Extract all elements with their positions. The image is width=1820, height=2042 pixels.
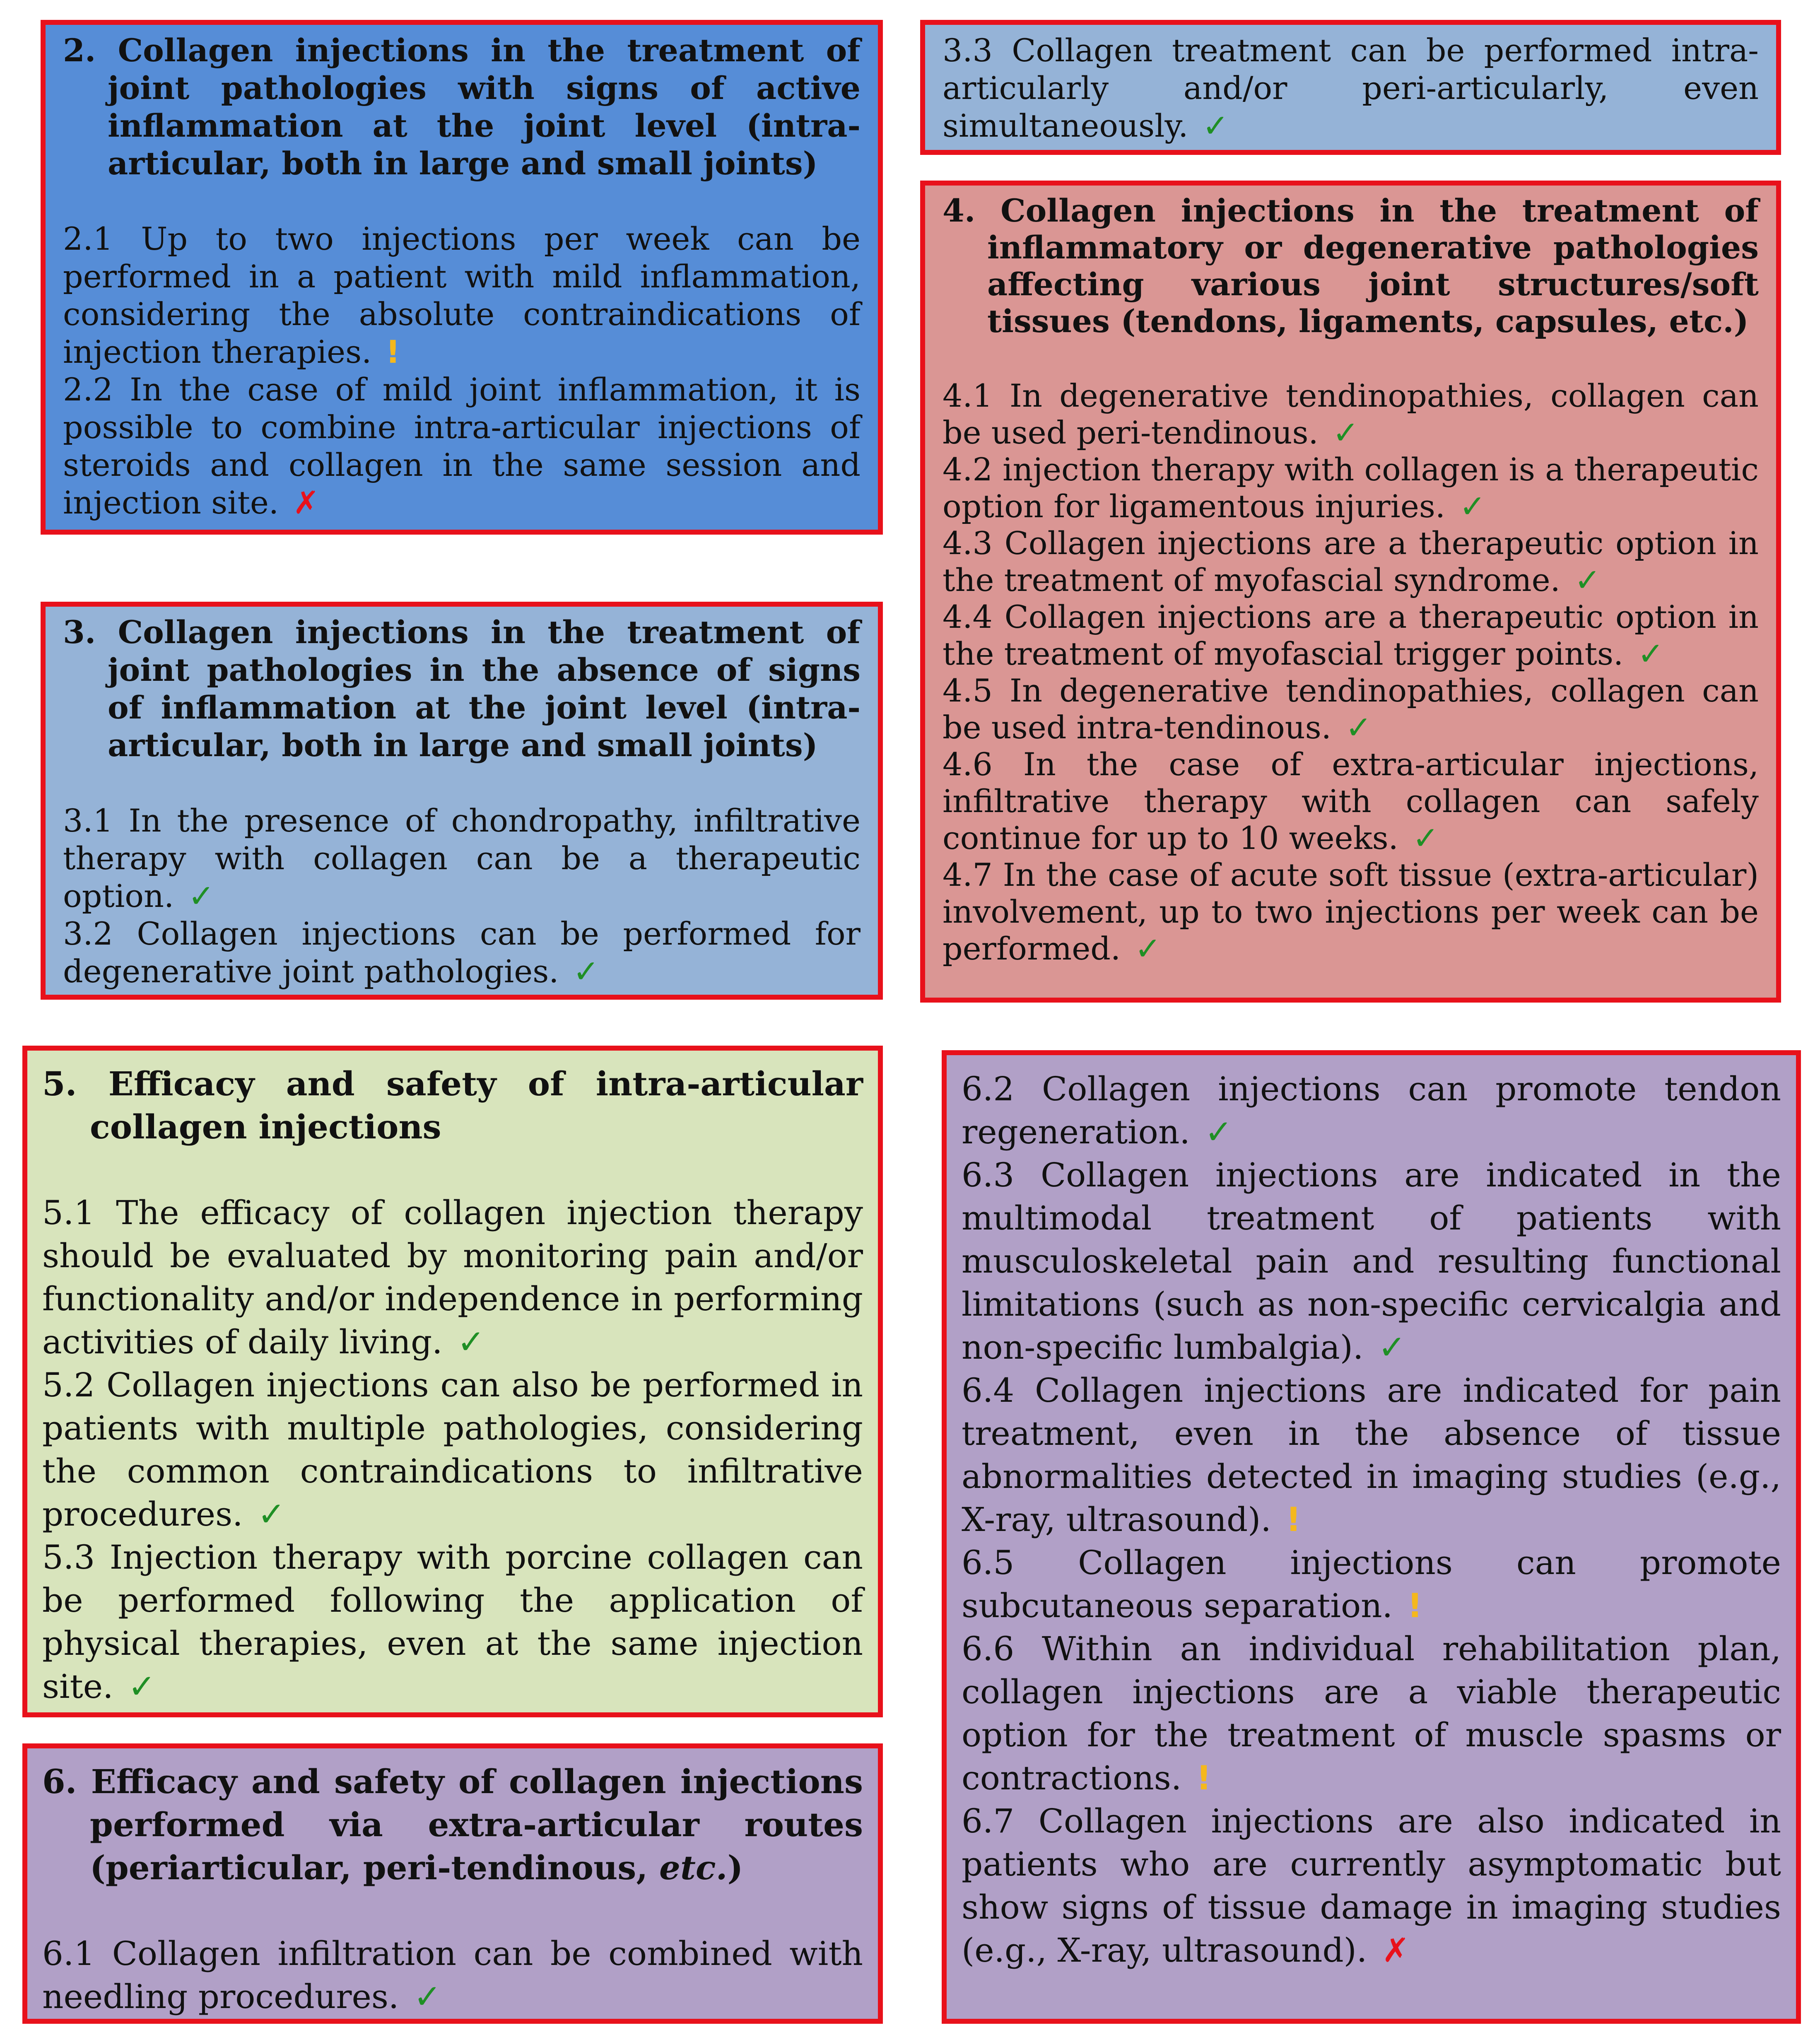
recommendation-item xyxy=(962,1068,1781,1154)
recommendation-text: 3.3 Collagen treatment can be performed intra-articularly and/or peri-articularly, even simultaneously. xyxy=(943,32,1759,144)
check-mark-icon: ✓ xyxy=(1378,1328,1406,1367)
recommendation-item xyxy=(943,451,1759,525)
section-2-items xyxy=(63,220,861,521)
recommendation-item xyxy=(962,1369,1781,1541)
recommendation-text: 5.1 The efficacy of collagen injection therapy should be evaluated by monitoring pain and/or functionality and/or independence in performing activities of daily living. xyxy=(42,1193,863,1361)
recommendation-item xyxy=(943,377,1759,451)
recommendation-text: 5.3 Injection therapy with porcine collagen can be performed following the application of physical therapies, even at the same injection site. xyxy=(42,1538,863,1706)
recommendation-item xyxy=(63,371,861,521)
check-mark-icon: ✓ xyxy=(1345,709,1372,746)
recommendation-text: 4.4 Collagen injections are a therapeutic option in the treatment of myofascial trigger points. xyxy=(943,598,1759,672)
recommendation-item xyxy=(943,856,1759,967)
section-6-box xyxy=(22,1743,883,2024)
exclamation-mark-icon: ! xyxy=(1407,1586,1423,1625)
recommendation-item xyxy=(943,31,1759,145)
section-3-continued-items xyxy=(943,31,1759,145)
exclamation-mark-icon: ! xyxy=(386,333,400,370)
section-5-title: Efficacy and safety of intra-articular collagen injections xyxy=(90,1064,863,1146)
section-2-box xyxy=(41,20,883,535)
recommendation-item xyxy=(42,1932,863,2018)
section-6-number: 6. xyxy=(42,1762,77,1801)
section-4-items xyxy=(943,377,1759,967)
recommendation-item xyxy=(943,598,1759,672)
section-6-items xyxy=(42,1932,863,2018)
recommendation-item xyxy=(962,1541,1781,1627)
recommendation-text: 6.3 Collagen injections are indicated in the multimodal treatment of patients with musculoskeletal pain and resulting functional limitations (such as non-specific cervicalgia and non-specific lumbalgia). xyxy=(962,1156,1781,1367)
check-mark-icon: ✓ xyxy=(413,1977,441,2016)
check-mark-icon: ✓ xyxy=(457,1323,485,1361)
section-6-heading xyxy=(42,1760,863,1889)
check-mark-icon: ✓ xyxy=(1202,107,1229,144)
section-5-heading xyxy=(42,1062,863,1148)
check-mark-icon: ✓ xyxy=(1459,488,1486,525)
section-6-continued-items xyxy=(962,1068,1781,1972)
recommendation-text: 6.1 Collagen infiltration can be combined with needling procedures. xyxy=(42,1934,863,2016)
check-mark-icon: ✓ xyxy=(1135,930,1161,967)
section-5-items xyxy=(42,1191,863,1708)
check-mark-icon: ✓ xyxy=(1637,635,1664,672)
recommendation-text: 6.7 Collagen injections are also indicated in patients who are currently asymptomatic but show signs of tissue damage in imaging studies (e.g., X-ray, ultrasound). xyxy=(962,1802,1781,1970)
section-6-title: Efficacy and safety of collagen injections performed via extra-articular routes (periarticular, peri-tendinous, xyxy=(90,1762,863,1887)
section-4-heading xyxy=(943,192,1759,340)
check-mark-icon: ✓ xyxy=(258,1495,286,1533)
recommendation-text: 4.5 In degenerative tendinopathies, collagen can be used intra-tendinous. xyxy=(943,672,1759,746)
check-mark-icon: ✓ xyxy=(1574,562,1601,598)
section-3-continued-box xyxy=(920,20,1781,155)
check-mark-icon: ✓ xyxy=(1205,1113,1233,1151)
recommendation-text: 2.2 In the case of mild joint inflammation, it is possible to combine intra-articular injections of steroids and collagen in the same session and injection site. xyxy=(63,371,861,521)
check-mark-icon: ✓ xyxy=(573,953,600,990)
recommendation-item xyxy=(42,1191,863,1364)
recommendation-item xyxy=(943,525,1759,598)
exclamation-mark-icon: ! xyxy=(1196,1759,1212,1797)
recommendation-item xyxy=(943,746,1759,856)
section-5-number: 5. xyxy=(42,1064,77,1103)
section-3-items xyxy=(63,802,861,990)
section-5-box xyxy=(22,1046,883,1717)
section-4-box xyxy=(920,181,1781,1003)
recommendation-item xyxy=(63,915,861,990)
recommendation-item xyxy=(962,1154,1781,1369)
recommendation-text: 5.2 Collagen injections can also be performed in patients with multiple pathologies, considering the common contraindications to infiltrative procedures. xyxy=(42,1366,863,1533)
recommendation-item xyxy=(962,1800,1781,1972)
recommendation-text: 6.6 Within an individual rehabilitation plan, collagen injections are a viable therapeutic option for the treatment of muscle spasms or contractions. xyxy=(962,1630,1781,1797)
section-4-title: Collagen injections in the treatment of inflammatory or degenerative pathologies affecting various joint structures/soft tissues (tendons, ligaments, capsules, etc.) xyxy=(987,192,1759,340)
recommendation-item xyxy=(962,1627,1781,1800)
recommendation-text: 6.4 Collagen injections are indicated for pain treatment, even in the absence of tissue abnormalities detected in imaging studies (e.g., X-ray, ultrasound). xyxy=(962,1371,1781,1539)
recommendation-text: 3.1 In the presence of chondropathy, infiltrative therapy with collagen can be a therapeutic option. xyxy=(63,802,861,914)
section-6-title-end: ) xyxy=(727,1848,743,1887)
check-mark-icon: ✓ xyxy=(1412,820,1439,856)
exclamation-mark-icon: ! xyxy=(1286,1500,1301,1539)
section-3-title: Collagen injections in the treatment of joint pathologies in the absence of signs of inflammation at the joint level (intra-articular, both in large and small joints) xyxy=(108,614,861,764)
recommendation-item xyxy=(42,1364,863,1536)
section-6-continued-box xyxy=(942,1050,1801,2024)
cross-mark-icon: ✗ xyxy=(1381,1931,1410,1970)
recommendation-text: 4.1 In degenerative tendinopathies, collagen can be used peri-tendinous. xyxy=(943,377,1759,451)
recommendation-text: 4.2 injection therapy with collagen is a therapeutic option for ligamentous injuries. xyxy=(943,451,1759,525)
section-3-number: 3. xyxy=(63,614,96,651)
recommendation-item xyxy=(943,672,1759,746)
section-3-box xyxy=(41,602,883,1000)
recommendation-text: 3.2 Collagen injections can be performed for degenerative joint pathologies. xyxy=(63,915,861,990)
check-mark-icon: ✓ xyxy=(188,878,215,914)
section-2-heading xyxy=(63,31,861,182)
section-2-number: 2. xyxy=(63,32,96,69)
recommendation-item xyxy=(63,802,861,915)
recommendation-text: 4.6 In the case of extra-articular injections, infiltrative therapy with collagen can safely continue for up to 10 weeks. xyxy=(943,746,1759,856)
recommendation-item xyxy=(42,1536,863,1708)
recommendation-text: 4.3 Collagen injections are a therapeutic option in the treatment of myofascial syndrome. xyxy=(943,525,1759,598)
section-2-title: Collagen injections in the treatment of joint pathologies with signs of active inflammation at the joint level (intra-articular, both in large and small joints) xyxy=(108,32,861,182)
section-3-heading xyxy=(63,613,861,764)
recommendation-item xyxy=(63,220,861,371)
recommendation-text: 6.2 Collagen injections can promote tendon regeneration. xyxy=(962,1070,1781,1151)
section-4-number: 4. xyxy=(943,192,976,229)
section-6-title-italic: etc. xyxy=(659,1848,728,1887)
recommendation-text: 2.1 Up to two injections per week can be performed in a patient with mild inflammation, considering the absolute contraindications of injection therapies. xyxy=(63,220,861,370)
recommendation-text: 6.5 Collagen injections can promote subcutaneous separation. xyxy=(962,1543,1781,1625)
check-mark-icon: ✓ xyxy=(1332,414,1359,451)
cross-mark-icon: ✗ xyxy=(293,484,319,521)
recommendation-text: 4.7 In the case of acute soft tissue (extra-articular) involvement, up to two injections per week can be performed. xyxy=(943,856,1759,967)
check-mark-icon: ✓ xyxy=(128,1667,156,1706)
